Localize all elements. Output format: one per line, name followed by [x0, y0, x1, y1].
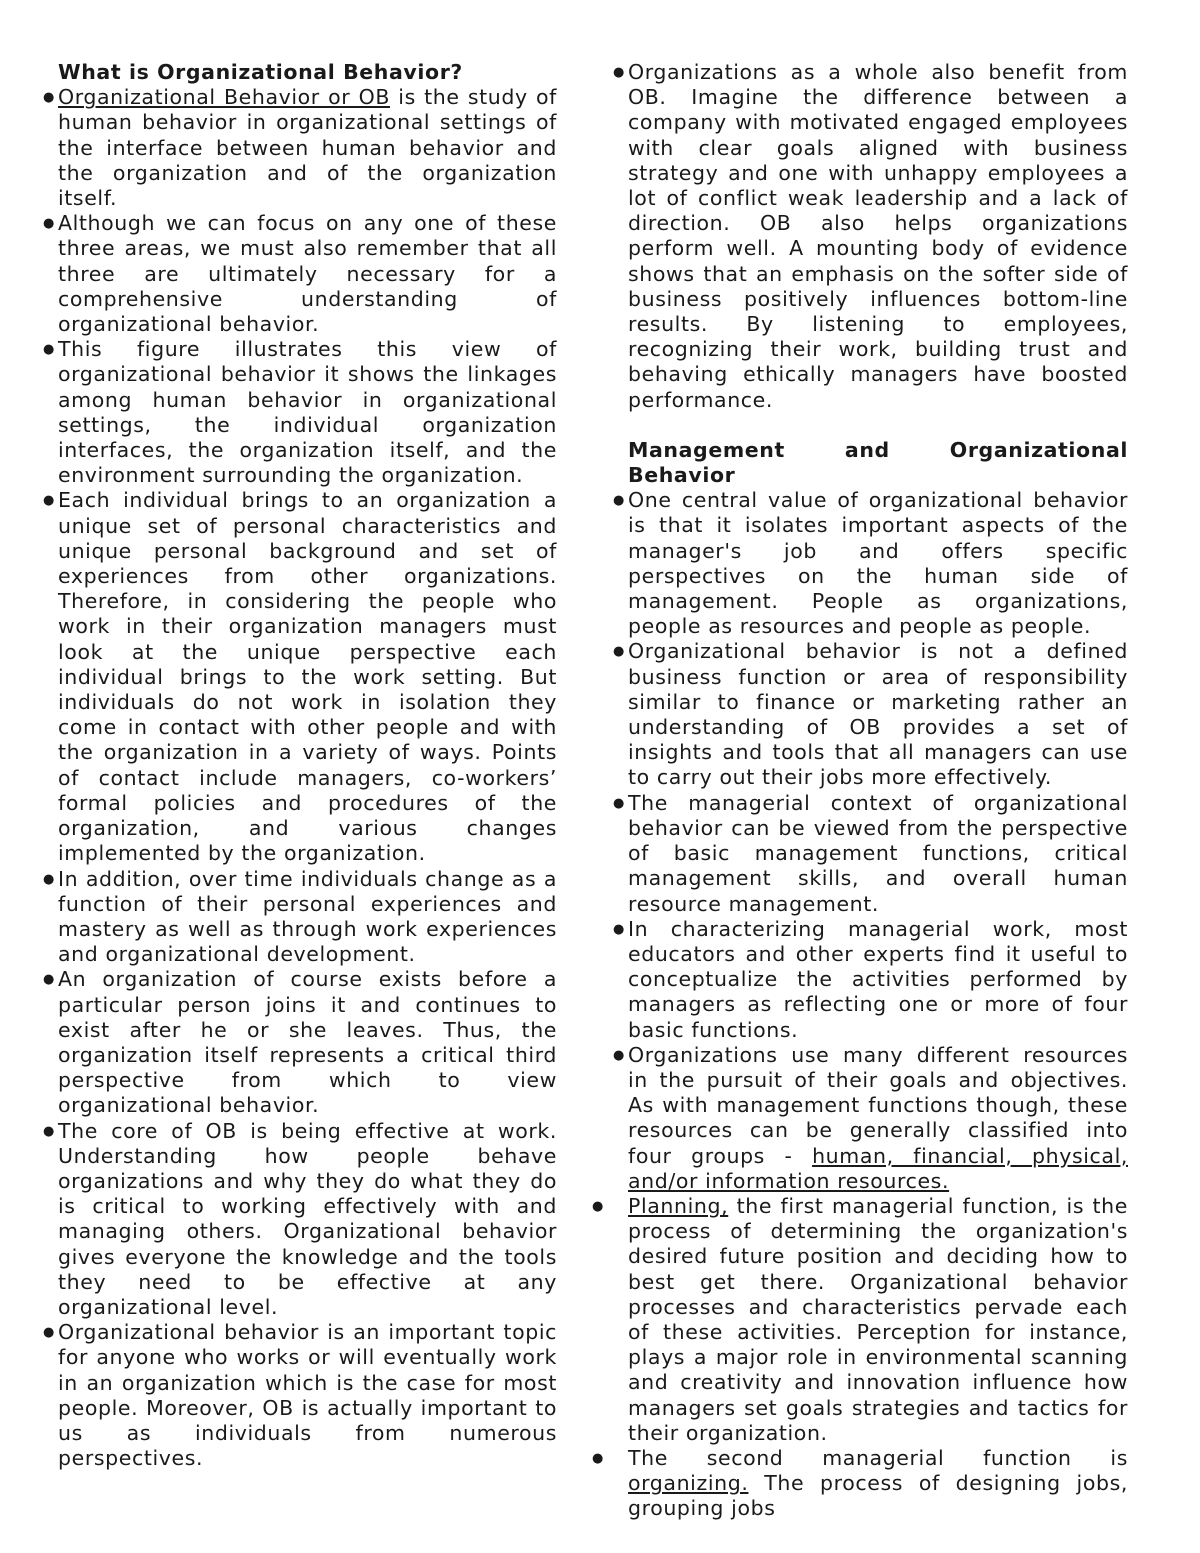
- section-heading-what-is-ob: What is Organizational Behavior?: [58, 60, 463, 84]
- underlined-term: organizing.: [628, 1471, 749, 1496]
- list-item: [608, 1043, 1128, 1194]
- list-item: [592, 1193, 1128, 1446]
- right-column: [592, 60, 1128, 1522]
- bullet-icon: ●: [613, 795, 625, 811]
- bullet-icon: ●: [43, 342, 55, 358]
- bullet-icon: ●: [43, 216, 55, 232]
- underlined-term: Organizational Behavior or OB: [58, 85, 390, 110]
- list-item-text: The core of OB is being effective at work. Understanding how people behave organizations and why they do what they do is critical to working effectively with and managing others. Organizational behavior gives everyone the knowledge and the tools they need to be effective at any organizational level.: [58, 1118, 557, 1319]
- list-item: [38, 1320, 557, 1471]
- list-item: [38, 1119, 557, 1321]
- list-item: [38, 211, 557, 337]
- bullet-icon: ●: [43, 493, 55, 509]
- left-column: [38, 60, 557, 1471]
- list-item-text: An organization of course exists before a particular person joins it and continues to exist after he or she leaves. Thus, the organization itself represents a critical third perspective from which to view organizational behavior.: [58, 967, 557, 1118]
- list-item-text: The second managerial function is: [628, 1445, 1128, 1470]
- list-item-text: is the study of human behavior in organizational settings of the interface between human behavior and the organization and of the organization itself.: [58, 85, 557, 211]
- list-item: [608, 639, 1128, 790]
- list-item-text: Although we can focus on any one of these three areas, we must also remember that all three are ultimately necessary for a comprehensive understanding of organizational behavior.: [58, 211, 557, 337]
- list-item-text: This figure illustrates this view of organizational behavior it shows the linkages among human behavior in organizational settings, the individual organization interfaces, the organization itself, and the environment surrounding the organization.: [58, 337, 557, 488]
- right-top-bullet-list: [608, 60, 1128, 413]
- right-bullet-list: [592, 488, 1128, 1521]
- list-item: [608, 60, 1128, 413]
- bullet-icon: ●: [613, 1047, 625, 1063]
- list-item: [38, 488, 557, 866]
- list-item-text: In addition, over time individuals change as a function of their personal experiences and mastery as well as through work experiences and organizational development.: [58, 866, 557, 967]
- left-bullet-list: [38, 85, 557, 1471]
- bullet-icon: ●: [43, 871, 55, 887]
- list-item: [38, 867, 557, 968]
- underlined-term: Planning,: [628, 1193, 729, 1218]
- bullet-icon: ●: [592, 1450, 604, 1466]
- list-item: [592, 1445, 1128, 1522]
- list-item-text: the first managerial function, is the process of determining the organization's desired future position and deciding how to best get there. Organizational behavior processes and characteristics pervade each of these activities. Perception for instance, plays a major role in environmental scanning and creativity and innovation influence how managers set goals strategies and tactics for their organization.: [628, 1193, 1128, 1445]
- bullet-icon: ●: [43, 1123, 55, 1139]
- bullet-icon: ●: [43, 1325, 55, 1341]
- bullet-icon: ●: [43, 972, 55, 988]
- list-item-text: In characterizing managerial work, most educators and other experts find it useful to conceptualize the activities performed by managers as reflecting one or more of four basic functions.: [628, 916, 1128, 1042]
- list-item-text: Organizations as a whole also benefit from OB. Imagine the difference between a company with motivated engaged employees with clear goals aligned with business strategy and one with unhappy employees a lot of conflict weak leadership and a lack of direction. OB also helps organizations perform well. A mounting body of evidence shows that an emphasis on the softer side of business positively influences bottom-line results. By listening to employees, recognizing their work, building trust and behaving ethically managers have boosted performance.: [628, 60, 1128, 412]
- list-item-text: One central value of organizational behavior is that it isolates important aspects of the manager's job and offers specific perspectives on the human side of management. People as organizations, people as resources and people as people.: [628, 488, 1128, 639]
- list-item-text: Organizational behavior is an important topic for anyone who works or will eventually work in an organization which is the case for most people. Moreover, OB is actually important to us as individuals from numerous perspectives.: [58, 1320, 557, 1471]
- list-item-text: Each individual brings to an organization a unique set of personal characteristics and unique personal background and set of experiences from other organizations. Therefore, in considering the people who work in their organization managers must look at the unique perspective each individual brings to the work setting. But individuals do not work in isolation they come in contact with other people and with the organization in a variety of ways. Points of contact include managers, co-workers’ formal policies and procedures of the organization, and various changes implemented by the organization.: [58, 488, 557, 866]
- list-item: [608, 917, 1128, 1043]
- list-item: [608, 791, 1128, 917]
- list-item-text: Organizational behavior is not a defined business function or area of responsibility similar to finance or marketing rather an understanding of OB provides a set of insights and tools that all managers can use to carry out their jobs more effectively.: [628, 639, 1128, 790]
- list-item: [38, 85, 557, 211]
- bullet-icon: ●: [613, 493, 625, 509]
- list-item-text: The managerial context of organizational behavior can be viewed from the perspective of basic management functions, critical management skills, and overall human resource management.: [628, 790, 1128, 916]
- list-item-text: The process of designing jobs, grouping jobs: [628, 1471, 1128, 1521]
- list-item: [38, 967, 557, 1118]
- bullet-icon: ●: [613, 65, 625, 80]
- bullet-icon: ●: [613, 921, 625, 937]
- list-item: [38, 337, 557, 488]
- bullet-icon: ●: [43, 90, 55, 106]
- list-item: [608, 488, 1128, 639]
- section-heading-management-ob: Management and Organizational Behavior: [628, 437, 1128, 488]
- bullet-icon: ●: [592, 1198, 604, 1214]
- bullet-icon: ●: [613, 644, 625, 660]
- underlined-term: human, financial, physical, and/or information resources.: [628, 1143, 1128, 1193]
- list-item-text: Organizations use many different resources in the pursuit of their goals and objectives. As with management functions though, these resources can be generally classified into four groups -: [628, 1042, 1128, 1168]
